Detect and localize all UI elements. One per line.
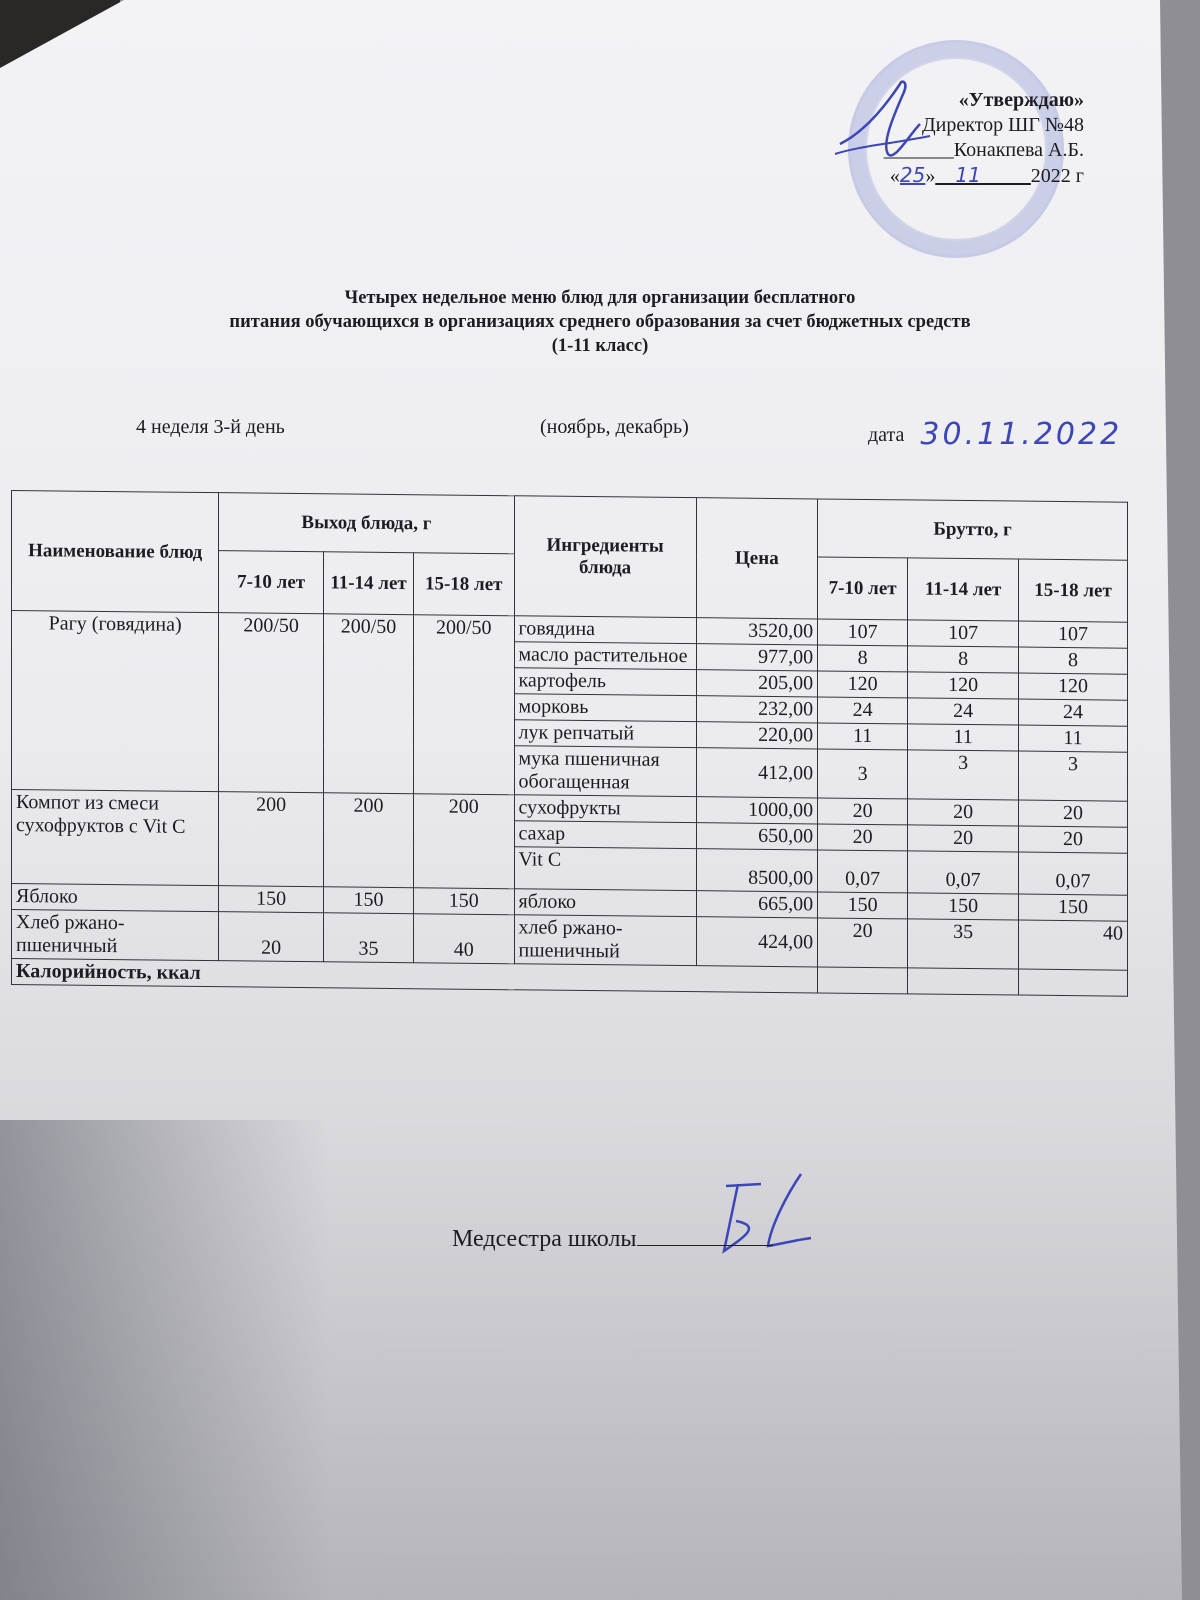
header-price: Цена [696, 498, 817, 619]
week-day: 4 неделя 3-й день [136, 416, 285, 438]
header-age-15-18: 15-18 лет [414, 553, 515, 616]
table-row: Компот из смеси сухофруктов с Vit C 200 200 200 сухофрукты 1000,00 20 20 20 [12, 790, 1128, 828]
approval-line-1: «Утверждаю» [958, 89, 1084, 111]
table-row: лук репчатый 220,00 11 11 11 [12, 715, 1128, 753]
table-row: Рагу (говядина) 200/50 200/50 200/50 говядина 3520,00 107 107 107 [12, 611, 1128, 649]
dish-name: Яблоко [12, 884, 219, 912]
table-row: Vit C 8500,00 0,07 0,07 0,07 [12, 842, 1128, 896]
menu-table [11, 490, 1128, 997]
header-age-11-14: 11-14 лет [323, 552, 413, 615]
dish-name: Компот из смеси сухофруктов с Vit C [12, 790, 219, 886]
approval-block [884, 88, 1084, 189]
page-shadow [0, 1120, 330, 1600]
page-title: Четырех недельное меню блюд для организации бесплатного питания обучающихся в организациях среднего образования за счет бюджетных средств (1-11 класс) [229, 288, 971, 356]
approval-line-3: _______Конакпева А.Б. [883, 139, 1084, 161]
approval-year: 2022 г [1030, 165, 1084, 187]
nurse-label: Медсестра школы [452, 1226, 637, 1252]
dish-name: Рагу (говядина) [12, 611, 219, 792]
table-row: сахар 650,00 20 20 20 [12, 816, 1128, 854]
approval-month: 11 [955, 163, 981, 187]
date-value: 30.11.2022 [920, 417, 1123, 452]
calories-label: Калорийность, ккал [12, 959, 818, 993]
table-row: картофель 205,00 120 120 120 [12, 663, 1128, 701]
approval-day: 25 [899, 163, 926, 187]
table-row: Яблоко 150 150 150 яблоко 665,00 150 150 150 [12, 884, 1128, 922]
months: (ноябрь, декабрь) [540, 416, 689, 438]
table-row: морковь 232,00 24 24 24 [12, 689, 1128, 727]
date-line: дата 30.11.2022 [868, 417, 1123, 452]
approval-date: «25»__11_____2022 г [889, 163, 1084, 187]
header-brutto-11-14: 11-14 лет [908, 558, 1019, 621]
table-row: мука пшеничная обогащенная 412,00 3 3 3 [12, 741, 1128, 802]
header-brutto: Брутто, г [818, 499, 1128, 560]
table-row: масло растительное 977,00 8 8 8 [12, 637, 1128, 675]
approval-line-2: Директор ШГ №48 [922, 114, 1084, 136]
dish-name: Хлеб ржано-пшеничный [12, 910, 219, 961]
header-age-7-10: 7-10 лет [219, 551, 324, 614]
header-name: Наименование блюд [12, 491, 219, 613]
header-ingredients: Ингредиенты блюда [514, 496, 696, 618]
header-output: Выход блюда, г [219, 493, 514, 554]
nurse-line [452, 1225, 773, 1253]
header-brutto-7-10: 7-10 лет [818, 557, 908, 620]
table-row: Хлеб ржано-пшеничный 20 35 40 хлеб ржано-пшеничный 424,00 20 35 40 [12, 910, 1128, 971]
header-brutto-15-18: 15-18 лет [1019, 559, 1128, 622]
